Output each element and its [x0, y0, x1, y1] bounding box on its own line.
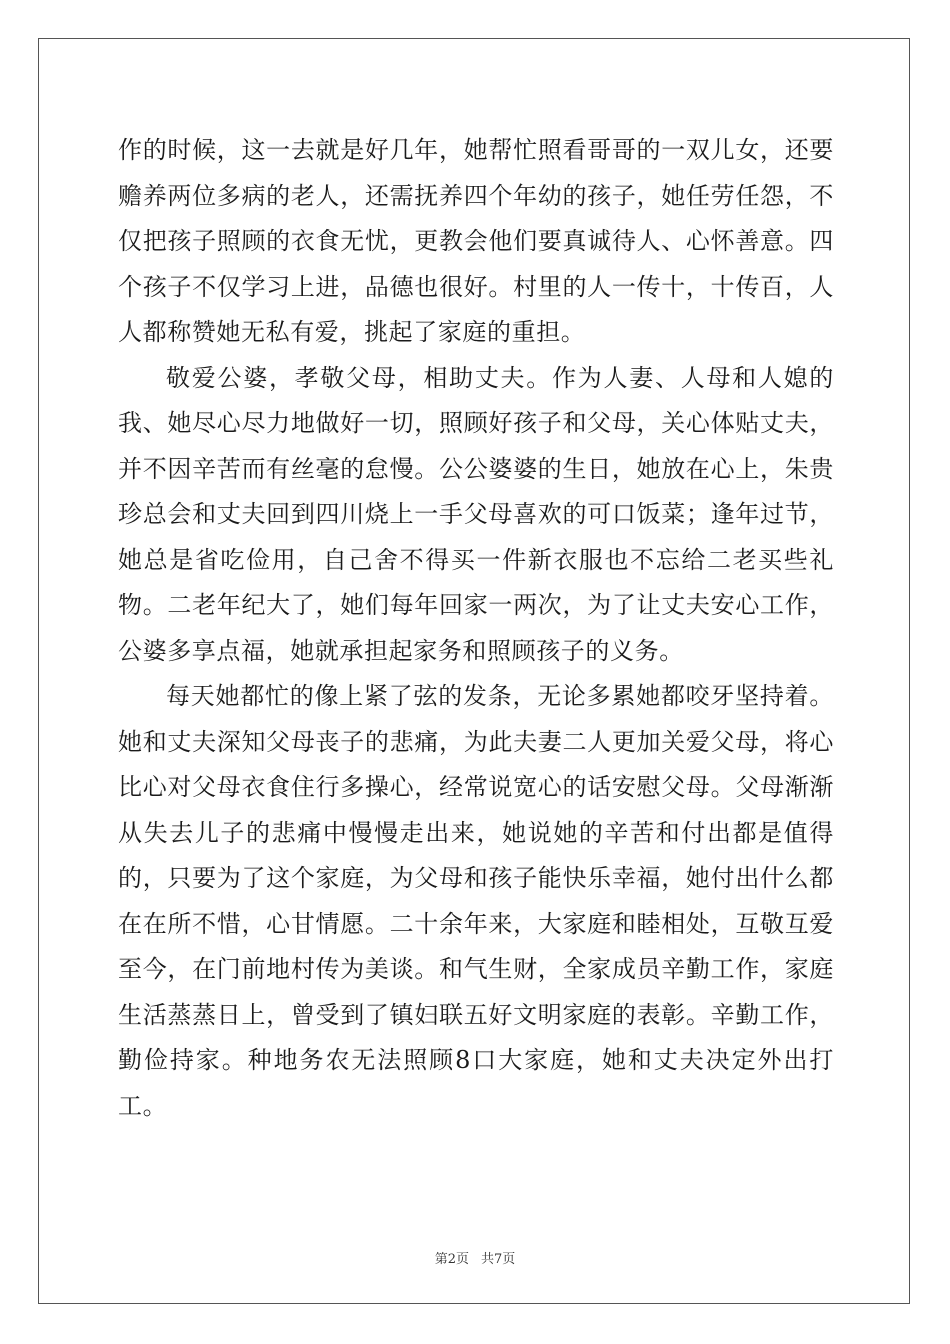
- page-total: 共7页: [481, 1252, 516, 1267]
- paragraph-2: 敬爱公婆，孝敬父母，相助丈夫。作为人妻、人母和人媳的我、她尽心尽力地做好一切，照顾好孩子和父母，关心体贴丈夫，并不因辛苦而有丝毫的怠慢。公公婆婆的生日，她放在心上，朱贵珍总会和丈夫回到四川烧上一手父母喜欢的可口饭菜；逢年过节，她总是省吃俭用，自己舍不得买一件新衣服也不忘给二老买些礼物。二老年纪大了，她们每年回家一两次，为了让丈夫安心工作，公婆多享点福，她就承担起家务和照顾孩子的义务。: [118, 363, 834, 665]
- paragraph-1: 作的时候，这一去就是好几年，她帮忙照看哥哥的一双儿女，还要赡养两位多病的老人，还需抚养四个年幼的孩子，她任劳任怨，不仅把孩子照顾的衣食无忧，更教会他们要真诚待人、心怀善意。四个孩子不仅学习上进，品德也很好。村里的人一传十，十传百，人人都称赞她无私有爱，挑起了家庭的重担。: [118, 136, 834, 346]
- document-body: [118, 128, 834, 1129]
- page-footer: [0, 1248, 950, 1267]
- page-number: 第2页: [434, 1252, 469, 1267]
- paragraph-3: 每天她都忙的像上紧了弦的发条，无论多累她都咬牙坚持着。她和丈夫深知父母丧子的悲痛，为此夫妻二人更加关爱父母，将心比心对父母衣食住行多操心，经常说宽心的话安慰父母。父母渐渐从失去儿子的悲痛中慢慢走出来，她说她的辛苦和付出都是值得的，只要为了这个家庭，为父母和孩子能快乐幸福，她付出什么都在在所不惜，心甘情愿。二十余年来，大家庭和睦相处，互敬互爱至今，在门前地村传为美谈。和气生财，全家成员辛勤工作，家庭生活蒸蒸日上，曾受到了镇妇联五好文明家庭的表彰。辛勤工作，勤俭持家。种地务农无法照顾8口大家庭，她和丈夫决定外出打工。: [118, 682, 834, 1120]
